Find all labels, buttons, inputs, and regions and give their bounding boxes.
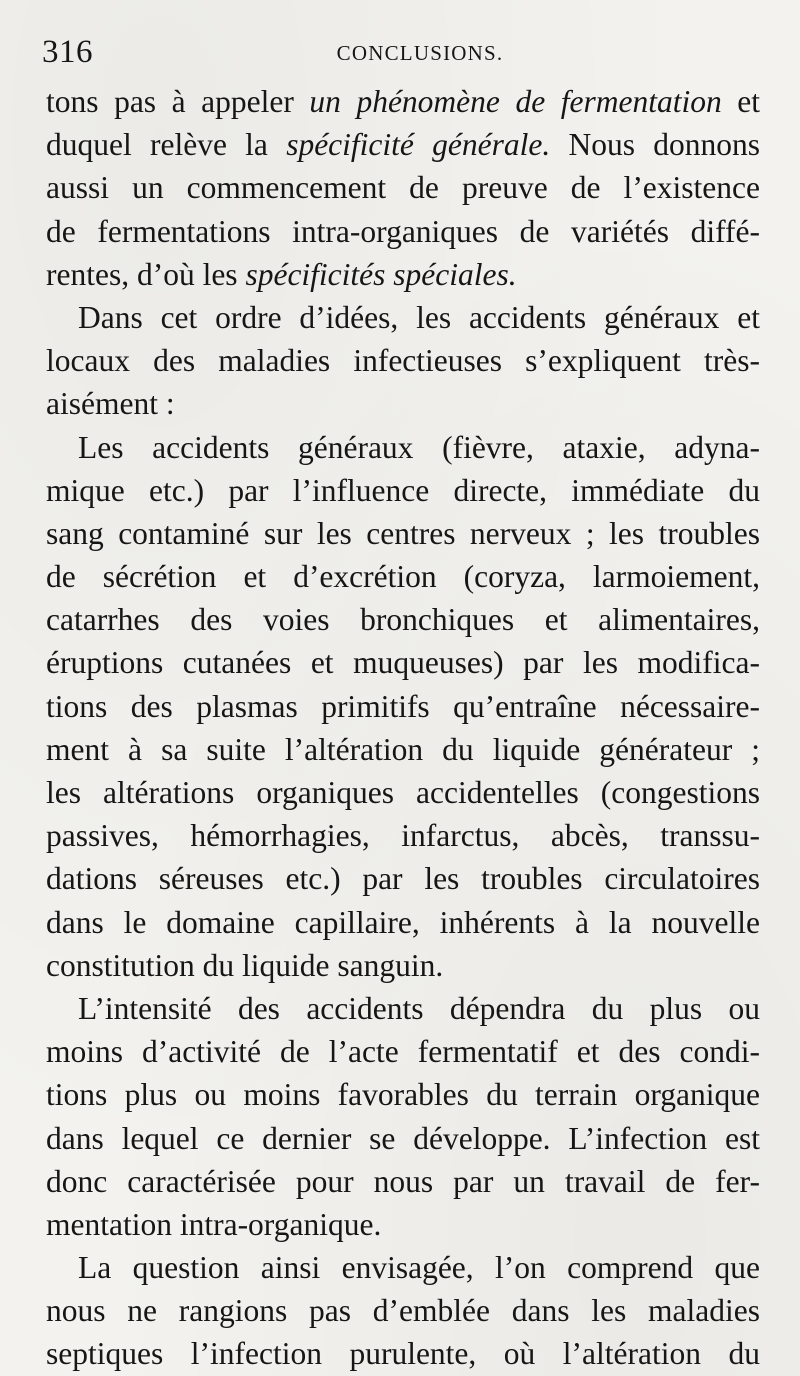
text-line xyxy=(46,382,760,425)
text-segment: La question ainsi envisagée, l’on comprend que xyxy=(78,1250,760,1286)
text-line xyxy=(46,469,760,512)
text-segment: nous ne rangions pas d’emblée dans les maladies xyxy=(46,1293,760,1329)
text-segment: tions des plasmas primitifs qu’entraîne nécessaire- xyxy=(46,688,760,724)
text-segment: mentation intra-organique. xyxy=(46,1206,382,1242)
text-line xyxy=(46,426,760,469)
text-line xyxy=(46,857,760,900)
text-line xyxy=(46,1030,760,1073)
body-text xyxy=(46,80,760,1376)
text-line xyxy=(46,1246,760,1289)
text-segment: constitution du liquide sanguin. xyxy=(46,947,444,983)
text-segment: donc caractérisée pour nous par un travail de fer- xyxy=(46,1163,760,1199)
text-segment: duquel relève la xyxy=(46,127,287,163)
running-head: CONCLUSIONS. xyxy=(336,41,504,65)
text-line xyxy=(46,685,760,728)
text-segment: tons pas à appeler xyxy=(46,84,310,119)
italic-phrase: un phénomène de fermentation xyxy=(309,84,722,119)
text-segment: dations séreuses etc.) par les troubles circulatoires xyxy=(46,861,760,897)
text-line xyxy=(46,901,760,944)
text-segment: et xyxy=(721,84,761,119)
text-segment: éruptions cutanées et muqueuses) par les modifica- xyxy=(46,645,760,681)
text-segment: L’intensité des accidents dépendra du plus ou xyxy=(78,990,760,1026)
text-line xyxy=(46,1073,760,1116)
text-line xyxy=(46,641,760,684)
text-segment: passives, hémorrhagies, infarctus, abcès, transsu- xyxy=(46,818,760,854)
text-line xyxy=(46,1332,760,1375)
text-line xyxy=(46,123,760,166)
text-segment: rentes, d’où les xyxy=(46,256,246,292)
text-line xyxy=(46,1203,760,1246)
text-segment: de fermentations intra-organiques de variétés diffé- xyxy=(46,213,760,249)
italic-phrase: spécificités spéciales. xyxy=(245,256,517,292)
text-segment: de sécrétion et d’excrétion (coryza, larmoiement, xyxy=(46,559,760,595)
page-header xyxy=(42,28,782,78)
text-segment: catarrhes des voies bronchiques et alimentaires, xyxy=(46,602,760,638)
text-segment: Dans cet ordre d’idées, les accidents généraux et xyxy=(78,299,760,335)
text-segment: tions plus ou moins favorables du terrain organique xyxy=(46,1077,760,1113)
text-segment: aussi un commencement de preuve de l’existence xyxy=(46,170,760,206)
text-line xyxy=(46,987,760,1030)
text-segment: aisément : xyxy=(46,386,175,422)
text-segment: les altérations organiques accidentelles (congestions xyxy=(46,775,760,810)
text-line xyxy=(46,771,760,814)
text-line xyxy=(46,512,760,555)
text-line xyxy=(46,80,760,123)
text-line xyxy=(46,1117,760,1160)
text-line xyxy=(46,555,760,598)
text-segment: mique etc.) par l’influence directe, immédiate du xyxy=(46,472,760,508)
text-segment: dans le domaine capillaire, inhérents à la nouvelle xyxy=(46,904,760,940)
text-line xyxy=(46,598,760,641)
text-segment: locaux des maladies infectieuses s’expliquent très- xyxy=(46,343,760,379)
text-segment: sang contaminé sur les centres nerveux ; les troubles xyxy=(46,515,760,551)
text-segment: ment à sa suite l’altération du liquide générateur ; xyxy=(46,731,760,767)
text-line xyxy=(46,944,760,987)
text-line xyxy=(46,296,760,339)
text-line xyxy=(46,1289,760,1332)
text-segment: moins d’activité de l’acte fermentatif et des condi- xyxy=(46,1034,760,1070)
text-line xyxy=(46,728,760,771)
text-line xyxy=(46,1160,760,1203)
italic-phrase: spécificité générale. xyxy=(286,127,551,163)
text-segment: Les accidents généraux (fièvre, ataxie, adyna- xyxy=(78,429,760,465)
text-line xyxy=(46,814,760,857)
text-segment: septiques l’infection purulente, où l’altération du xyxy=(46,1336,760,1372)
text-line xyxy=(46,166,760,209)
text-line xyxy=(46,253,760,296)
text-line xyxy=(46,210,760,253)
text-line xyxy=(46,339,760,382)
text-segment: dans lequel ce dernier se développe. L’infection est xyxy=(46,1120,760,1156)
page-number: 316 xyxy=(42,34,93,70)
text-segment: Nous donnons xyxy=(550,127,760,163)
